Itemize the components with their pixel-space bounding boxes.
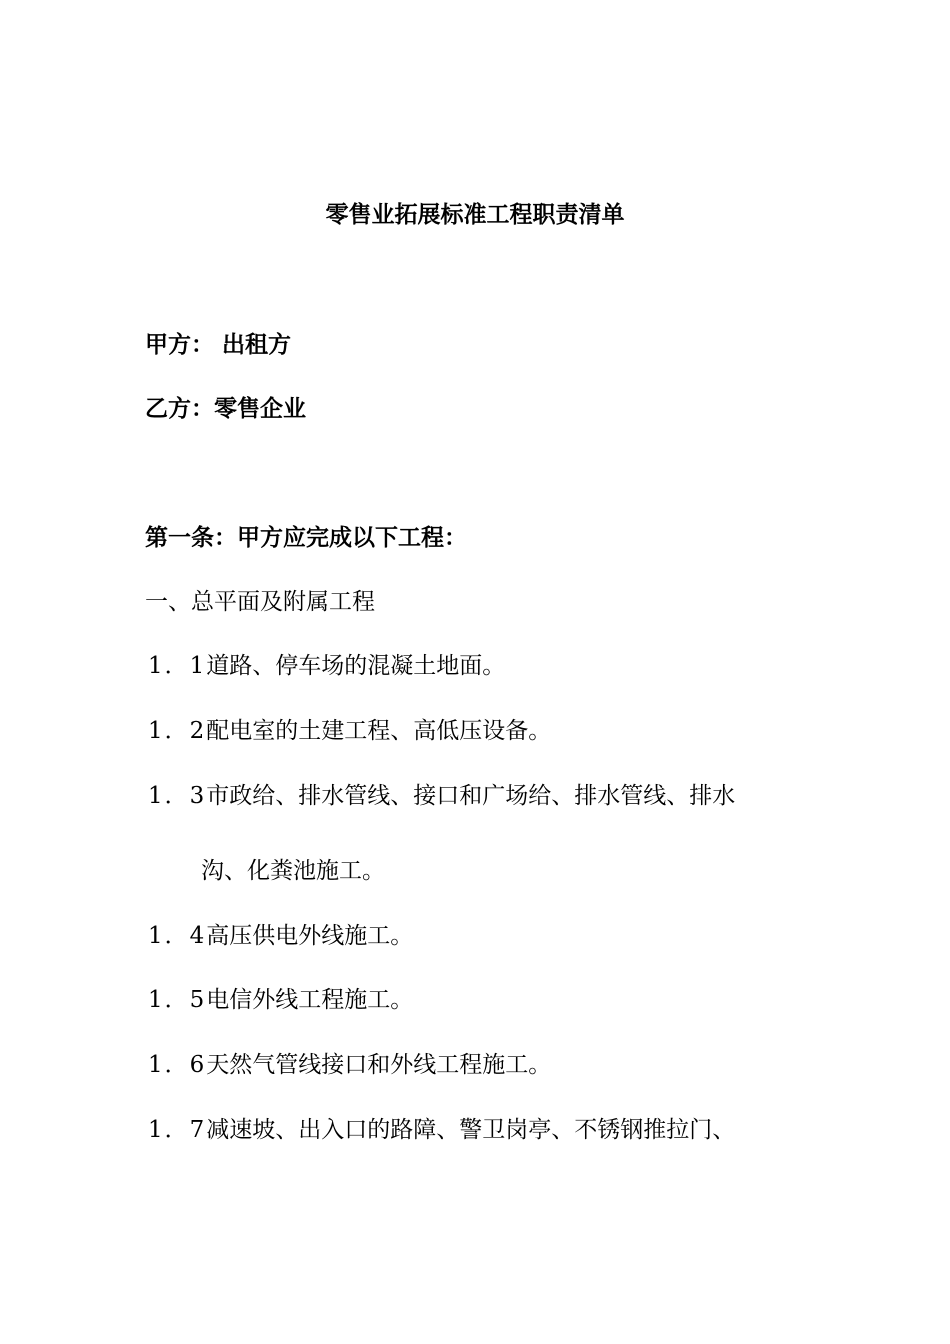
item-number: 1．7 <box>148 1117 207 1143</box>
item-text: 配电室的土建工程、高低压设备。 <box>206 718 552 744</box>
list-item <box>148 781 735 811</box>
list-item <box>148 1050 551 1080</box>
item-text: 天然气管线接口和外线工程施工。 <box>206 1052 552 1078</box>
document-title: 零售业拓展标准工程职责清单 <box>325 201 625 228</box>
party-a-line: 甲方： 出租方 <box>145 331 292 358</box>
article-1-heading: 第一条：甲方应完成以下工程： <box>145 524 467 551</box>
item-number: 1．1 <box>148 653 207 679</box>
item-number: 1．5 <box>148 987 207 1013</box>
item-text: 沟、化粪池施工。 <box>201 858 385 884</box>
list-item <box>148 985 413 1015</box>
item-number: 1．4 <box>148 923 207 949</box>
list-item-continuation <box>201 856 385 886</box>
item-text: 高压供电外线施工。 <box>206 923 414 949</box>
list-item <box>148 1115 735 1145</box>
item-text: 道路、停车场的混凝土地面。 <box>206 653 506 679</box>
section-1-heading: 一、总平面及附属工程 <box>145 589 375 615</box>
party-b-line: 乙方：零售企业 <box>145 395 306 422</box>
item-number: 1．2 <box>148 718 207 744</box>
item-number: 1．3 <box>148 783 207 809</box>
list-item <box>148 921 413 951</box>
item-text: 电信外线工程施工。 <box>206 987 414 1013</box>
item-text: 市政给、排水管线、接口和广场给、排水管线、排水 <box>206 783 736 809</box>
list-item <box>148 716 551 746</box>
item-text: 减速坡、出入口的路障、警卫岗亭、不锈钢推拉门、 <box>206 1117 736 1143</box>
list-item <box>148 651 505 681</box>
item-number: 1．6 <box>148 1052 207 1078</box>
